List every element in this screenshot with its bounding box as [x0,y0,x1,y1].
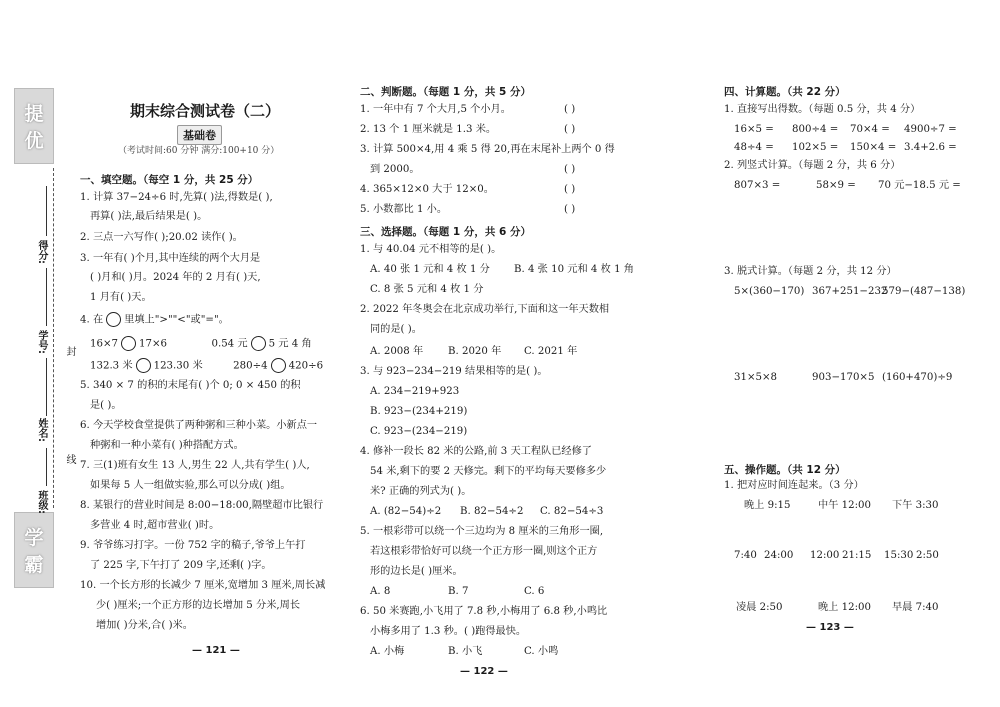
tf-2-answer: ( ) [564,124,576,135]
time-label: 晚上 9:15 [744,500,791,511]
compare-circle-icon [136,358,151,373]
badge-bottom: 学 霸 [14,512,54,588]
exam-info: （考试时间:60 分钟 满分:100+10 分） [118,146,280,156]
time-label: 2:50 [916,550,939,561]
calc-item: 102×5 = [792,142,839,153]
q9-line1: 9. 爷爷练习打字。一份 752 字的稿子,爷爷上午打 [80,540,306,551]
calc-item: 48÷4 = [734,142,774,153]
c6-option-b: B. 小飞 [448,646,483,657]
calc-part-2-heading: 2. 列竖式计算。（每题 2 分，共 6 分） [724,160,901,171]
c1-option-c: C. 8 张 5 元和 4 枚 1 分 [370,284,484,295]
c1-option-b: B. 4 张 10 元和 4 枚 1 角 [514,264,634,275]
calc-item: 800÷4 = [792,124,839,135]
c6-option-c: C. 小鸣 [524,646,559,657]
c6-option-a: A. 小梅 [370,646,405,657]
calc-part-1-heading: 1. 直接写出得数。（每题 0.5 分，共 4 分） [724,104,921,115]
compare-circle-icon [106,312,121,327]
time-label: 下午 3:30 [892,500,939,511]
q8-line2: 多营业 4 时,超市营业( )时。 [90,520,220,531]
c2-option-c: C. 2021 年 [524,346,578,357]
tf-1: 1. 一年中有 7 个大月,5 个小月。 [360,104,511,115]
page-number: — 123 — [806,622,854,633]
q10-line2: 少( )厘米;一个正方形的边长增加 5 分米,周长 [96,600,301,611]
c4-option-c: C. 82−54÷3 [540,506,604,517]
c4-question-line2: 54 米,剩下的要 2 天修完。剩下的平均每天要修多少 [370,466,607,477]
c5-question-line1: 5. 一根彩带可以绕一个三边均为 8 厘米的三角形一圈, [360,526,604,537]
calc-part-3-heading: 3. 脱式计算。（每题 2 分，共 12 分） [724,266,897,277]
compare-circle-icon [251,336,266,351]
name-label: 姓名: [36,418,47,442]
section-2-heading: 二、判断题。（每题 1 分，共 5 分） [360,86,531,98]
c2-question-line1: 2. 2022 年冬奥会在北京成功举行,下面和这一年天数相 [360,304,610,315]
compare-circle-icon [271,358,286,373]
vertical-calc-item: 70 元−18.5 元 = [878,180,961,191]
c5-option-b: B. 7 [448,586,469,597]
q10-line1: 10. 一个长方形的长减少 7 厘米,宽增加 3 厘米,周长减 [80,580,326,591]
q3-line1: 3. 一年有( )个月,其中连续的两个大月是 [80,253,261,264]
c5-question-line2: 若这根彩带恰好可以绕一个正方形一圈,则这个正方 [370,546,598,557]
time-label: 12:00 [810,550,840,561]
q6-line2: 种粥和一种小菜有( )种搭配方式。 [90,440,244,451]
page-number: — 121 — [192,645,240,656]
c3-option-b: B. 923−(234+219) [370,406,468,417]
seal-char-feng: 封 [64,346,75,356]
step-calc-item: (160+470)÷9 [882,372,953,383]
c2-option-b: B. 2020 年 [448,346,502,357]
c4-option-b: B. 82−54÷2 [460,506,524,517]
q9-line2: 了 225 字,下午打了 209 字,还剩( )字。 [90,560,272,571]
student-id-label: 学号: [36,330,47,354]
time-label: 24:00 [764,550,794,561]
time-label: 中午 12:00 [818,500,871,511]
q5-line2: 是( )。 [90,400,122,411]
q1-line2: 再算( )法,最后结果是( )。 [90,211,208,222]
c4-question-line1: 4. 修补一段长 82 米的公路,前 3 天工程队已经修了 [360,446,592,457]
time-label: 21:15 [842,550,872,561]
badge-top: 提 优 [14,88,54,164]
tf-3-line2: 到 2000。 [370,164,420,175]
compare-circle-icon [121,336,136,351]
step-calc-item: 579−(487−138) [882,286,966,297]
section-3-heading: 三、选择题。（每题 1 分，共 6 分） [360,226,531,238]
time-label: 晚上 12:00 [818,602,871,613]
tf-3-line1: 3. 计算 500×4,用 4 乘 5 得 20,再在末尾补上两个 0 得 [360,144,615,155]
q6-line1: 6. 今天学校食堂提供了两种粥和三种小菜。小新点一 [80,420,318,431]
tf-1-answer: ( ) [564,104,576,115]
page-number: — 122 — [460,666,508,677]
q4-row1: 16×7 17×6 0.54 元 5 元 4 角 [90,336,312,351]
class-label: 班级: [36,490,47,514]
calc-item: 70×4 = [850,124,890,135]
tf-5: 5. 小数都比 1 小。 [360,204,448,215]
step-calc-item: 903−170×5 [812,372,875,383]
section-5-heading: 五、操作题。（共 12 分） [724,464,846,476]
vertical-calc-item: 807×3 = [734,180,781,191]
q10-line3: 增加( )分米,合( )米。 [96,620,193,631]
c6-question-line2: 小梅多用了 1.3 秒。( )跑得最快。 [370,626,527,637]
section-4-heading: 四、计算题。（共 22 分） [724,86,846,98]
q1-line1: 1. 计算 37−24÷6 时,先算( )法,得数是( ), [80,192,273,203]
c3-option-c: C. 923−(234−219) [370,426,468,437]
q7-line2: 如果每 5 人一组做实验,那么可以分成( )组。 [90,480,291,491]
tf-3-answer: ( ) [564,164,576,175]
calc-item: 4900÷7 = [904,124,957,135]
calc-item: 150×4 = [850,142,897,153]
c5-option-c: C. 6 [524,586,545,597]
c6-question-line1: 6. 50 米赛跑,小飞用了 7.8 秒,小梅用了 6.8 秒,小鸣比 [360,606,608,617]
tf-4-answer: ( ) [564,184,576,195]
c1-option-a: A. 40 张 1 元和 4 枚 1 分 [370,264,490,275]
time-label: 15:30 [884,550,914,561]
tf-5-answer: ( ) [564,204,576,215]
c5-question-line3: 形的边长是( )厘米。 [370,566,463,577]
page-123 [680,0,1000,707]
section-1-heading: 一、填空题。（每空 1 分，共 25 分） [80,174,259,186]
subtitle-badge: 基础卷 [177,125,222,145]
score-label: 得分: [36,240,47,264]
tf-2: 2. 13 个 1 厘米就是 1.3 米。 [360,124,497,135]
page-122 [340,0,680,707]
c3-option-a: A. 234−219+923 [370,386,460,397]
tf-4: 4. 365×12×0 大于 12×0。 [360,184,494,195]
time-label: 7:40 [734,550,757,561]
q4-intro: 4. 在 里填上">""<"或"="。 [80,312,229,327]
step-calc-item: 367+251−232 [812,286,888,297]
time-label: 早晨 7:40 [892,602,939,613]
c5-option-a: A. 8 [370,586,391,597]
seal-char-xian: 线 [64,454,75,464]
q2: 2. 三点一六写作( );20.02 读作( )。 [80,232,243,243]
page-title: 期末综合测试卷（二） [130,102,281,120]
time-label: 凌晨 2:50 [736,602,783,613]
c4-question-line3: 米? 正确的列式为( )。 [370,486,472,497]
q5-line1: 5. 340 × 7 的积的末尾有( )个 0; 0 × 450 的积 [80,380,301,391]
q7-line1: 7. 三(1)班有女生 13 人,男生 22 人,共有学生( )人, [80,460,310,471]
q3-line3: 1 月有( )天。 [90,292,152,303]
c1-question: 1. 与 40.04 元不相等的是( )。 [360,244,502,255]
calc-item: 16×5 = [734,124,774,135]
step-calc-item: 31×5×8 [734,372,777,383]
q8-line1: 8. 某银行的营业时间是 8:00−18:00,隔壁超市比银行 [80,500,324,511]
c2-question-line2: 同的是( )。 [370,324,422,335]
c3-question: 3. 与 923−234−219 结果相等的是( )。 [360,366,548,377]
vertical-calc-item: 58×9 = [816,180,856,191]
q3-line2: ( )月和( )月。2024 年的 2 月有( )天, [90,272,261,283]
step-calc-item: 5×(360−170) [734,286,805,297]
calc-item: 3.4+2.6 = [904,142,957,153]
operation-1-heading: 1. 把对应时间连起来。（3 分） [724,480,864,491]
c4-option-a: A. (82−54)÷2 [370,506,442,517]
page-121 [0,0,340,707]
q4-row2: 132.3 米 123.30 米 280÷4 420÷6 [90,358,323,373]
c2-option-a: A. 2008 年 [370,346,424,357]
